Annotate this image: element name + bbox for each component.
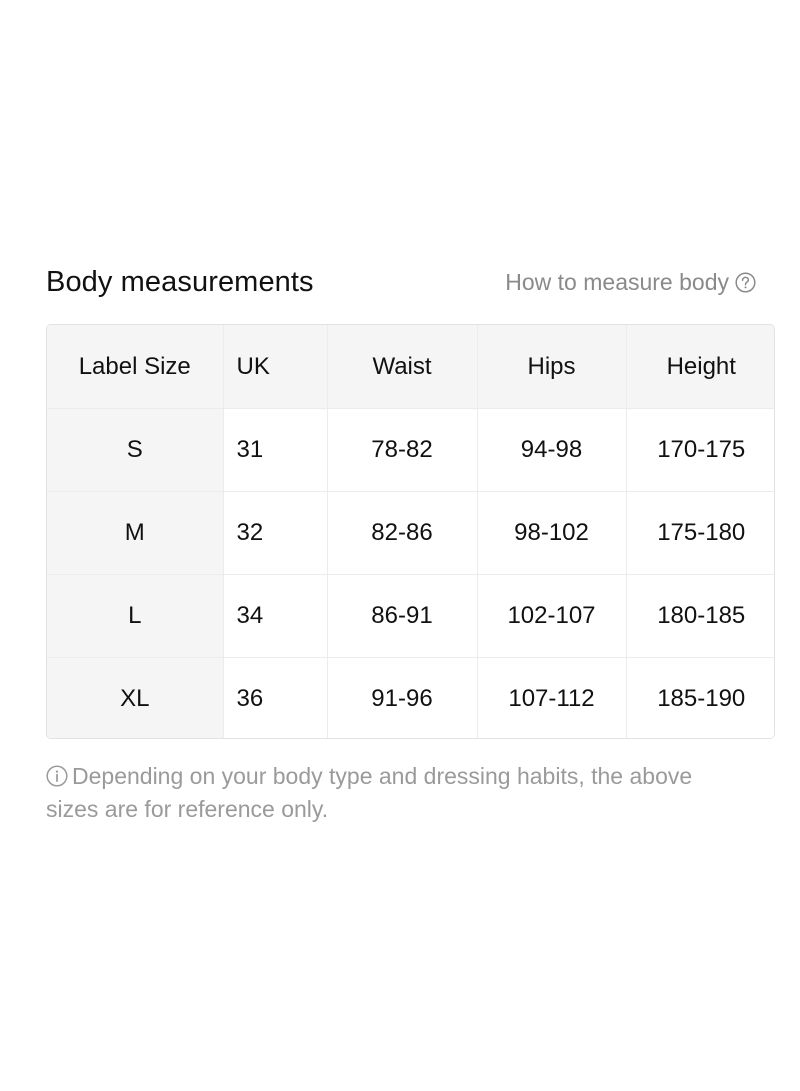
height-cell: 175-180 [626, 492, 775, 575]
reference-note [46, 760, 746, 826]
uk-size-cell: 36 [223, 658, 327, 740]
uk-size-cell: 32 [223, 492, 327, 575]
height-cell: 180-185 [626, 575, 775, 658]
info-circle-icon [46, 763, 68, 785]
hips-cell: 102-107 [477, 575, 626, 658]
table-row [47, 658, 775, 740]
table-row [47, 409, 775, 492]
hips-cell: 107-112 [477, 658, 626, 740]
page-title: Body measurements [46, 266, 314, 298]
height-cell: 185-190 [626, 658, 775, 740]
waist-cell: 78-82 [327, 409, 477, 492]
waist-cell: 86-91 [327, 575, 477, 658]
reference-note-text: Depending on your body type and dressing habits, the above sizes are for reference only. [46, 763, 693, 822]
section-header [46, 262, 756, 302]
table-header-row [47, 325, 775, 409]
waist-cell: 82-86 [327, 492, 477, 575]
size-label-cell: S [47, 409, 223, 492]
column-header-uk: UK [223, 325, 327, 409]
column-header-hips: Hips [477, 325, 626, 409]
size-chart-table [46, 324, 775, 739]
uk-size-cell: 31 [223, 409, 327, 492]
table-row [47, 575, 775, 658]
column-header-label-size: Label Size [47, 325, 223, 409]
size-label-cell: L [47, 575, 223, 658]
how-to-measure-label: How to measure body [505, 268, 729, 295]
hips-cell: 98-102 [477, 492, 626, 575]
column-header-height: Height [626, 325, 775, 409]
column-header-waist: Waist [327, 325, 477, 409]
uk-size-cell: 34 [223, 575, 327, 658]
waist-cell: 91-96 [327, 658, 477, 740]
size-label-cell: XL [47, 658, 223, 740]
size-label-cell: M [47, 492, 223, 575]
hips-cell: 94-98 [477, 409, 626, 492]
how-to-measure-link[interactable] [505, 262, 756, 302]
question-circle-icon [735, 272, 756, 293]
height-cell: 170-175 [626, 409, 775, 492]
table-row [47, 492, 775, 575]
